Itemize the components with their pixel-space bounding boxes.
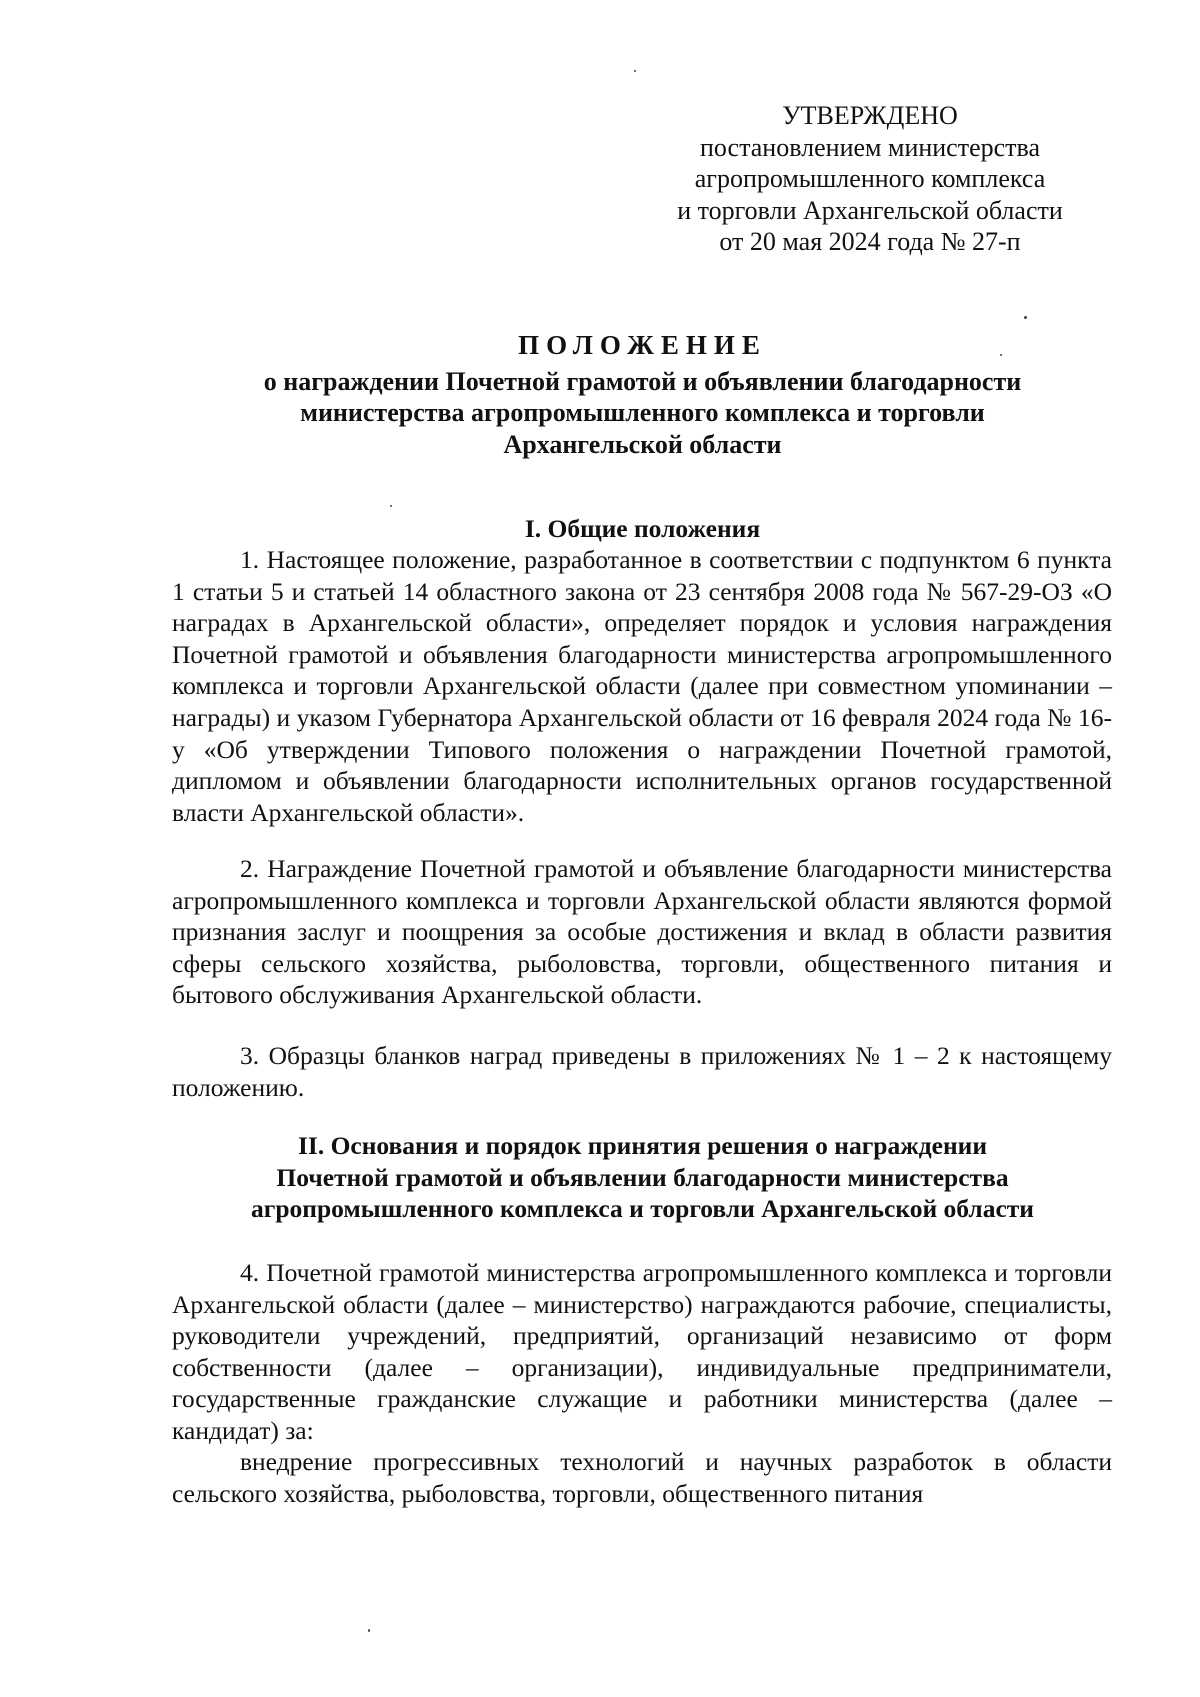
- paragraph-5: внедрение прогрессивных технологий и научных разработок в области сельского хозяйства, рыболовства, торговли, общественного питания: [172, 1447, 1112, 1508]
- title-line: министерства агропромышленного комплекса и торговли: [300, 398, 985, 427]
- section-2-heading: [180, 1130, 1105, 1225]
- paragraph-4: 4. Почетной грамотой министерства агропромышленного комплекса и торговли Архангельской области (далее – министерство) награждаются рабочие, специалисты, руководители учреждений, предприятий, организаций независимо от форм собственности (далее – организации), индивидуальные предприниматели, государственные гражданские служащие и работники министерства (далее – кандидат) за:: [172, 1258, 1112, 1445]
- approval-line: агропромышленного комплекса: [694, 164, 1046, 193]
- title-line: о награждении Почетной грамотой и объявлении благодарности: [263, 366, 1022, 396]
- document-title: [180, 330, 1105, 460]
- scan-speck: [368, 1629, 370, 1632]
- section-1-heading-text: I. Общие положения: [524, 514, 761, 543]
- section-2-heading-line: II. Основания и порядок принятия решения о награждении: [297, 1131, 988, 1160]
- approval-stamp: [640, 100, 1100, 258]
- approval-line: постановлением министерства: [699, 132, 1041, 162]
- paragraph-1: 1. Настоящее положение, разработанное в соответствии с подпунктом 6 пункта 1 статьи 5 и статьей 14 областного закона от 23 сентября 2008 года № 567-29-ОЗ «О наградах в Архангельской области», определяет порядок и условия награждения Почетной грамотой и объявления благодарности министерства агропромышленного комплекса и торговли Архангельской области (далее при совместном упоминании – награды) и указом Губернатора Архангельской области от 16 февраля 2024 года № 16-у «Об утверждении Типового положения о награждении Почетной грамотой, дипломом и объявлении благодарности исполнительных органов государственной власти Архангельской области».: [172, 545, 1112, 827]
- scan-speck: [634, 70, 636, 72]
- paragraph-2: 2. Награждение Почетной грамотой и объявление благодарности министерства агропромышленного комплекса и торговли Архангельской области являются формой признания заслуг и поощрения за особые достижения и вклад в области развития сферы сельского хозяйства, рыболовства, торговли, общественного питания и бытового обслуживания Архангельской области.: [172, 854, 1112, 1010]
- title-line: Архангельской области: [503, 429, 782, 459]
- section-2-heading-line: агропромышленного комплекса и торговли Архангельской области: [251, 1194, 1034, 1223]
- approval-line: и торговли Архангельской области: [677, 195, 1063, 225]
- section-1-heading: [180, 513, 1105, 545]
- section-2-heading-line: Почетной грамотой и объявлении благодарности министерства: [276, 1162, 1009, 1192]
- approval-date: от 20 мая 2024 года № 27-п: [719, 227, 1021, 256]
- scan-speck: [390, 505, 392, 507]
- paragraph-3: 3. Образцы бланков наград приведены в приложениях № 1 – 2 к настоящему положению.: [172, 1041, 1112, 1102]
- approval-title: УТВЕРЖДЕНО: [782, 101, 958, 130]
- title-word: ПОЛОЖЕНИЕ: [518, 330, 767, 360]
- scan-speck: [1024, 316, 1027, 319]
- scan-speck: [1000, 354, 1002, 356]
